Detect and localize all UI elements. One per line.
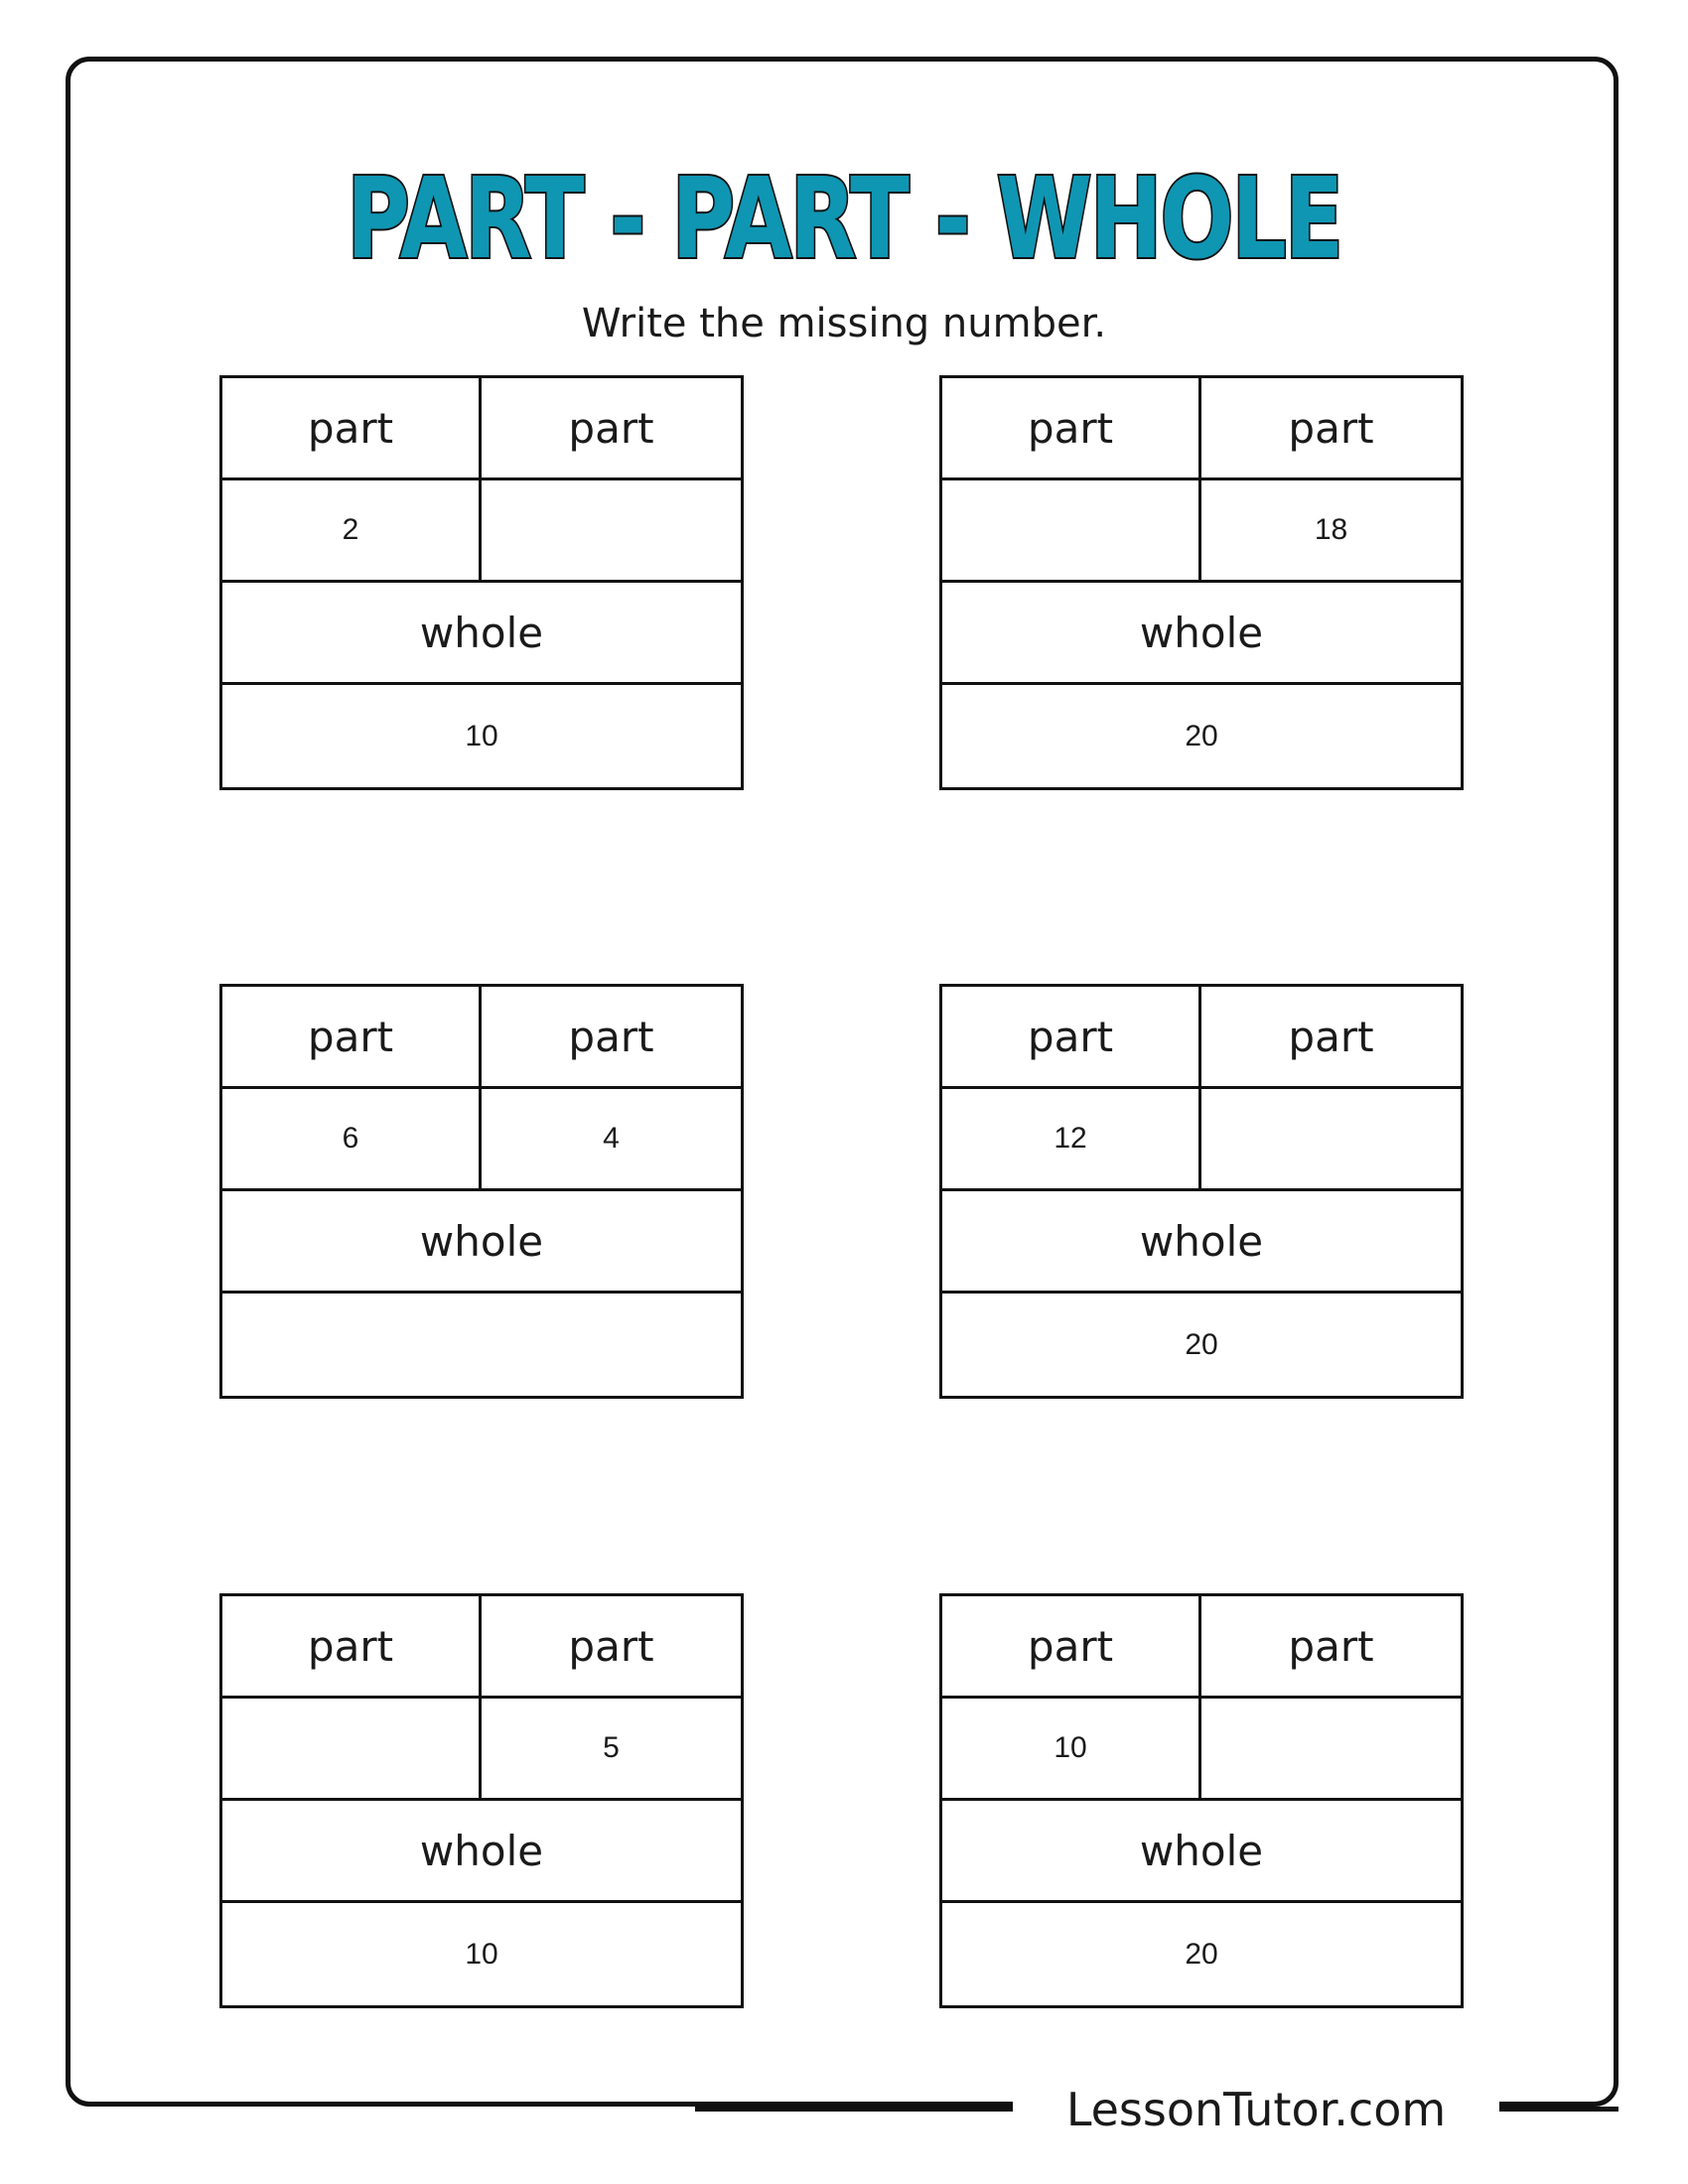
whole-label-cell (942, 1801, 1461, 1903)
instruction-text: Write the missing number. (581, 301, 1107, 346)
whole-answer-cell[interactable] (222, 1294, 741, 1396)
whole-label-cell (222, 1191, 741, 1294)
whole-label-cell (222, 583, 741, 685)
part-label: part (307, 1621, 394, 1671)
part-part-whole-box-3 (219, 984, 744, 1399)
part-label: part (568, 1012, 654, 1061)
whole-answer-cell[interactable] (222, 685, 741, 787)
part-label-cell (942, 1596, 1201, 1699)
part-label-cell (222, 1596, 482, 1699)
part-label-cell (222, 378, 482, 480)
part-1-answer-cell[interactable] (222, 480, 482, 583)
part-label-cell (482, 378, 741, 480)
whole-label: whole (419, 1826, 544, 1875)
part-part-whole-box-4 (939, 984, 1464, 1399)
part-label-cell (1201, 1596, 1461, 1699)
part-1-answer-cell[interactable] (942, 1699, 1201, 1801)
whole-answer-cell[interactable] (942, 1294, 1461, 1396)
part-2-answer-cell[interactable] (1201, 480, 1461, 583)
whole-answer-cell[interactable] (942, 685, 1461, 787)
part-label: part (1288, 1012, 1374, 1061)
whole-label-cell (942, 1191, 1461, 1294)
part-2-answer-cell[interactable] (1201, 1089, 1461, 1191)
footer-brand: LessonTutor.com (1013, 2080, 1499, 2139)
whole-label-cell (942, 583, 1461, 685)
part-label: part (1027, 403, 1114, 453)
whole-answer-cell[interactable] (942, 1903, 1461, 2005)
part-label: part (1027, 1012, 1114, 1061)
part-label: part (307, 1012, 394, 1061)
whole-label: whole (1139, 1826, 1264, 1875)
part-label-cell (482, 1596, 741, 1699)
part-1-value: 2 (342, 513, 359, 546)
part-part-whole-box-1 (219, 375, 744, 790)
part-label: part (1027, 1621, 1114, 1671)
whole-value: 20 (1185, 719, 1218, 752)
part-part-whole-box-2 (939, 375, 1464, 790)
part-2-value: 18 (1314, 513, 1348, 546)
part-label: part (568, 1621, 654, 1671)
part-2-value: 4 (603, 1122, 620, 1155)
part-label-cell (1201, 378, 1461, 480)
part-2-answer-cell[interactable] (1201, 1699, 1461, 1801)
part-label: part (1288, 1621, 1374, 1671)
part-1-value: 12 (1054, 1122, 1087, 1155)
footer-rule-left (695, 2107, 1018, 2112)
part-1-answer-cell[interactable] (222, 1699, 482, 1801)
part-label: part (1288, 403, 1374, 453)
whole-value: 20 (1185, 1937, 1218, 1971)
part-label-cell (942, 378, 1201, 480)
part-label-cell (942, 987, 1201, 1089)
part-label-cell (1201, 987, 1461, 1089)
part-label-cell (222, 987, 482, 1089)
part-2-answer-cell[interactable] (482, 1089, 741, 1191)
part-label-cell (482, 987, 741, 1089)
whole-label: whole (419, 608, 544, 657)
whole-label-cell (222, 1801, 741, 1903)
whole-answer-cell[interactable] (222, 1903, 741, 2005)
part-label: part (307, 403, 394, 453)
part-1-answer-cell[interactable] (222, 1089, 482, 1191)
part-1-answer-cell[interactable] (942, 480, 1201, 583)
part-1-value: 10 (1054, 1731, 1087, 1764)
part-1-value: 6 (342, 1122, 359, 1155)
part-part-whole-box-6 (939, 1593, 1464, 2008)
part-2-answer-cell[interactable] (482, 1699, 741, 1801)
whole-label: whole (1139, 1216, 1264, 1266)
part-1-answer-cell[interactable] (942, 1089, 1201, 1191)
whole-value: 20 (1185, 1327, 1218, 1361)
whole-value: 10 (465, 1937, 498, 1971)
whole-label: whole (419, 1216, 544, 1266)
part-part-whole-box-5 (219, 1593, 744, 2008)
part-2-answer-cell[interactable] (482, 480, 741, 583)
whole-value: 10 (465, 719, 498, 752)
whole-label: whole (1139, 608, 1264, 657)
part-label: part (568, 403, 654, 453)
worksheet-title: PART - PART - WHOLE (347, 155, 1341, 284)
part-2-value: 5 (603, 1731, 620, 1764)
